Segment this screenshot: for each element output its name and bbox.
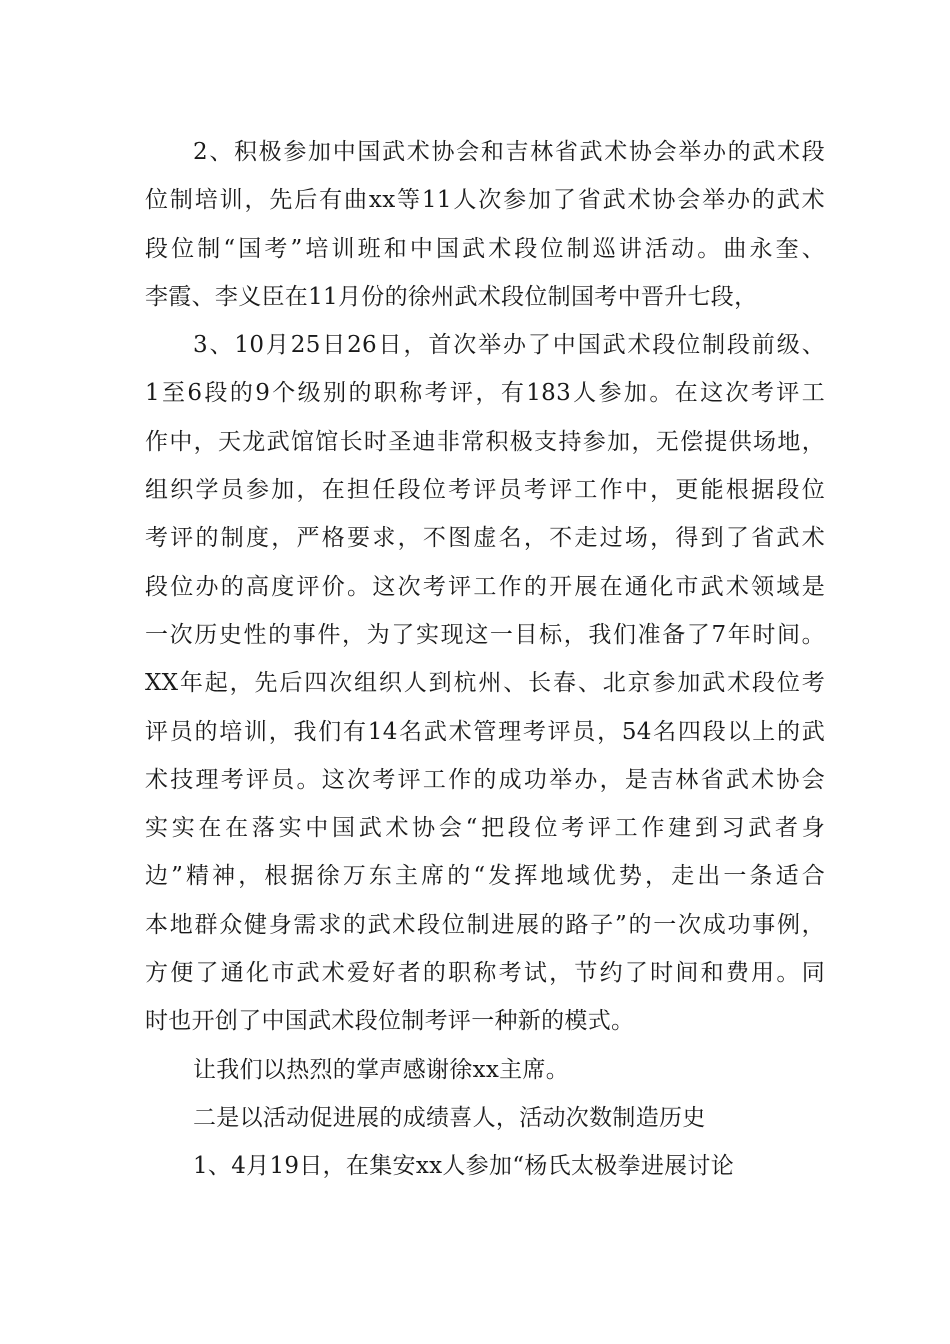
text-line: 位制培训，先后有曲xx等11人次参加了省武术协会举办的武术 bbox=[145, 187, 825, 214]
text-line: 作中，天龙武馆馆长时圣迪非常积极支持参加，无偿提供场地， bbox=[145, 428, 825, 455]
text-line: 时也开创了中国武术段位制考评一种新的模式。 bbox=[145, 1008, 635, 1035]
text-line: 3、10月25日26日，首次举办了中国武术段位制段前级、 bbox=[193, 332, 825, 359]
text-line: XX年起，先后四次组织人到杭州、长春、北京参加武术段位考 bbox=[145, 670, 825, 697]
text-line: 让我们以热烈的掌声感谢徐xx主席。 bbox=[193, 1056, 570, 1083]
text-line: 边”精神，根据徐万东主席的“发挥地域优势，走出一条适合 bbox=[145, 863, 825, 890]
text-line: 段位办的高度评价。这次考评工作的开展在通化市武术领域是 bbox=[145, 573, 825, 600]
text-line: 1至6段的9个级别的职称考评，有183人参加。在这次考评工 bbox=[145, 380, 825, 407]
text-line: 李霞、李义臣在11月份的徐州武术段位制国考中晋升七段， bbox=[145, 283, 758, 310]
text-line: 实实在在落实中国武术协会“把段位考评工作建到习武者身 bbox=[145, 815, 825, 842]
text-line: 组织学员参加，在担任段位考评员考评工作中，更能根据段位 bbox=[145, 477, 825, 504]
text-line: 本地群众健身需求的武术段位制进展的路子”的一次成功事例， bbox=[145, 911, 825, 938]
text-line: 评员的培训，我们有14名武术管理考评员，54名四段以上的武 bbox=[145, 718, 825, 745]
text-line: 段位制“国考”培训班和中国武术段位制巡讲活动。曲永奎、 bbox=[145, 235, 825, 262]
text-line: 方便了通化市武术爱好者的职称考试，节约了时间和费用。同 bbox=[145, 960, 825, 987]
text-line: 2、积极参加中国武术协会和吉林省武术协会举办的武术段 bbox=[193, 139, 825, 165]
document-body bbox=[145, 128, 825, 1191]
text-line: 一次历史性的事件，为了实现这一目标，我们准备了7年时间。 bbox=[145, 621, 825, 648]
text-line: 二是以活动促进展的成绩喜人，活动次数制造历史 bbox=[193, 1104, 706, 1131]
text-line: 1、4月19日，在集安xx人参加“杨氏太极拳进展讨论 bbox=[193, 1153, 735, 1180]
text-line: 术技理考评员。这次考评工作的成功举办，是吉林省武术协会 bbox=[145, 766, 825, 793]
text-line: 考评的制度，严格要求，不图虚名，不走过场，得到了省武术 bbox=[145, 525, 825, 552]
